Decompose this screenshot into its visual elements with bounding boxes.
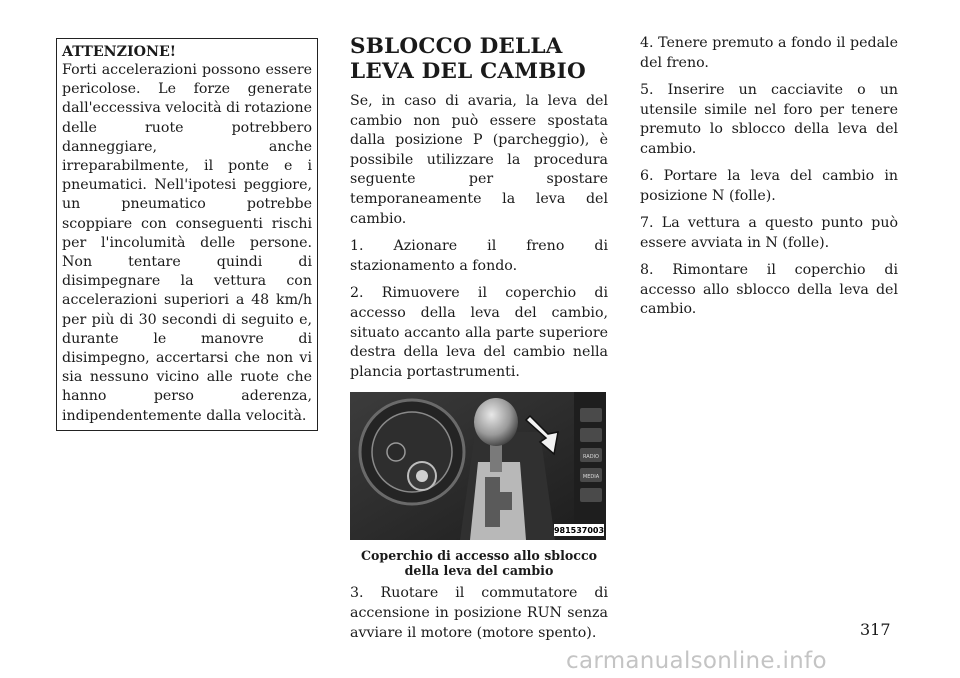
step-3: 3. Ruotare il commutatore di accensione in posizione RUN senza avviare il motore (motore spento).	[350, 585, 608, 641]
step-5: 5. Inserire un cacciavite o un utensile simile nel foro per tenere premuto lo sblocco della leva del cambio.	[640, 81, 898, 157]
step-8: 8. Rimontare il coperchio di accesso allo sblocco della leva del cambio.	[640, 262, 898, 318]
intro-paragraph: Se, in caso di avaria, la leva del cambio non può essere spostata dalla posizione P (parcheggio), è possibile utilizzare la procedura seguente per spostare temporaneamente la leva del cambio.	[350, 93, 608, 227]
step-2: 2. Rimuovere il coperchio di accesso della leva del cambio, situato accanto alla parte superiore destra della leva del cambio nella plancia portastrumenti.	[350, 285, 608, 380]
radio-label: RADIO	[583, 454, 599, 461]
step-6: 6. Portare la leva del cambio in posizione N (folle).	[640, 168, 898, 204]
shift-lever-illustration	[350, 392, 606, 540]
column-right	[640, 34, 898, 328]
media-label: MEDIA	[582, 474, 600, 481]
page-number: 317	[860, 620, 891, 639]
figure-code: 981537003	[553, 526, 605, 536]
step-4: 4. Tenere premuto a fondo il pedale del freno.	[640, 35, 898, 71]
warning-title: ATTENZIONE!	[62, 44, 176, 60]
step-7: 7. La vettura a questo punto può essere avviata in N (folle).	[640, 215, 898, 251]
warning-box	[56, 38, 318, 431]
step-1: 1. Azionare il freno di stazionamento a fondo.	[350, 238, 608, 274]
watermark: carmanualsonline.info	[566, 648, 827, 674]
figure-caption	[350, 548, 608, 578]
caption-line-1: Coperchio di accesso allo sblocco	[360, 548, 598, 564]
column-middle	[350, 34, 608, 651]
warning-text: Forti accelerazioni possono essere pericolose. Le forze generate dall'eccessiva velocità di rotazione delle ruote potrebbero danneggiare, anche irreparabilmente, il ponte e i pneumatici. Nell'ipotesi peggiore, un pneumatico potrebbe scoppiare con conseguenti rischi per l'incolumità delle persone. Non tentare quindi di disimpegnare la vettura con accelerazioni superiori a 48 km/h per più di 30 secondi di seguito e, durante le manovre di disimpegno, accertarsi che non vi sia nessuno vicino alle ruote che hanno perso aderenza, indipendentemente dalla velocità.	[62, 62, 312, 424]
caption-line-2: della leva del cambio	[404, 563, 554, 579]
shift-lever-photo	[350, 392, 606, 540]
section-heading: SBLOCCO DELLA LEVA DEL CAMBIO	[350, 34, 586, 84]
